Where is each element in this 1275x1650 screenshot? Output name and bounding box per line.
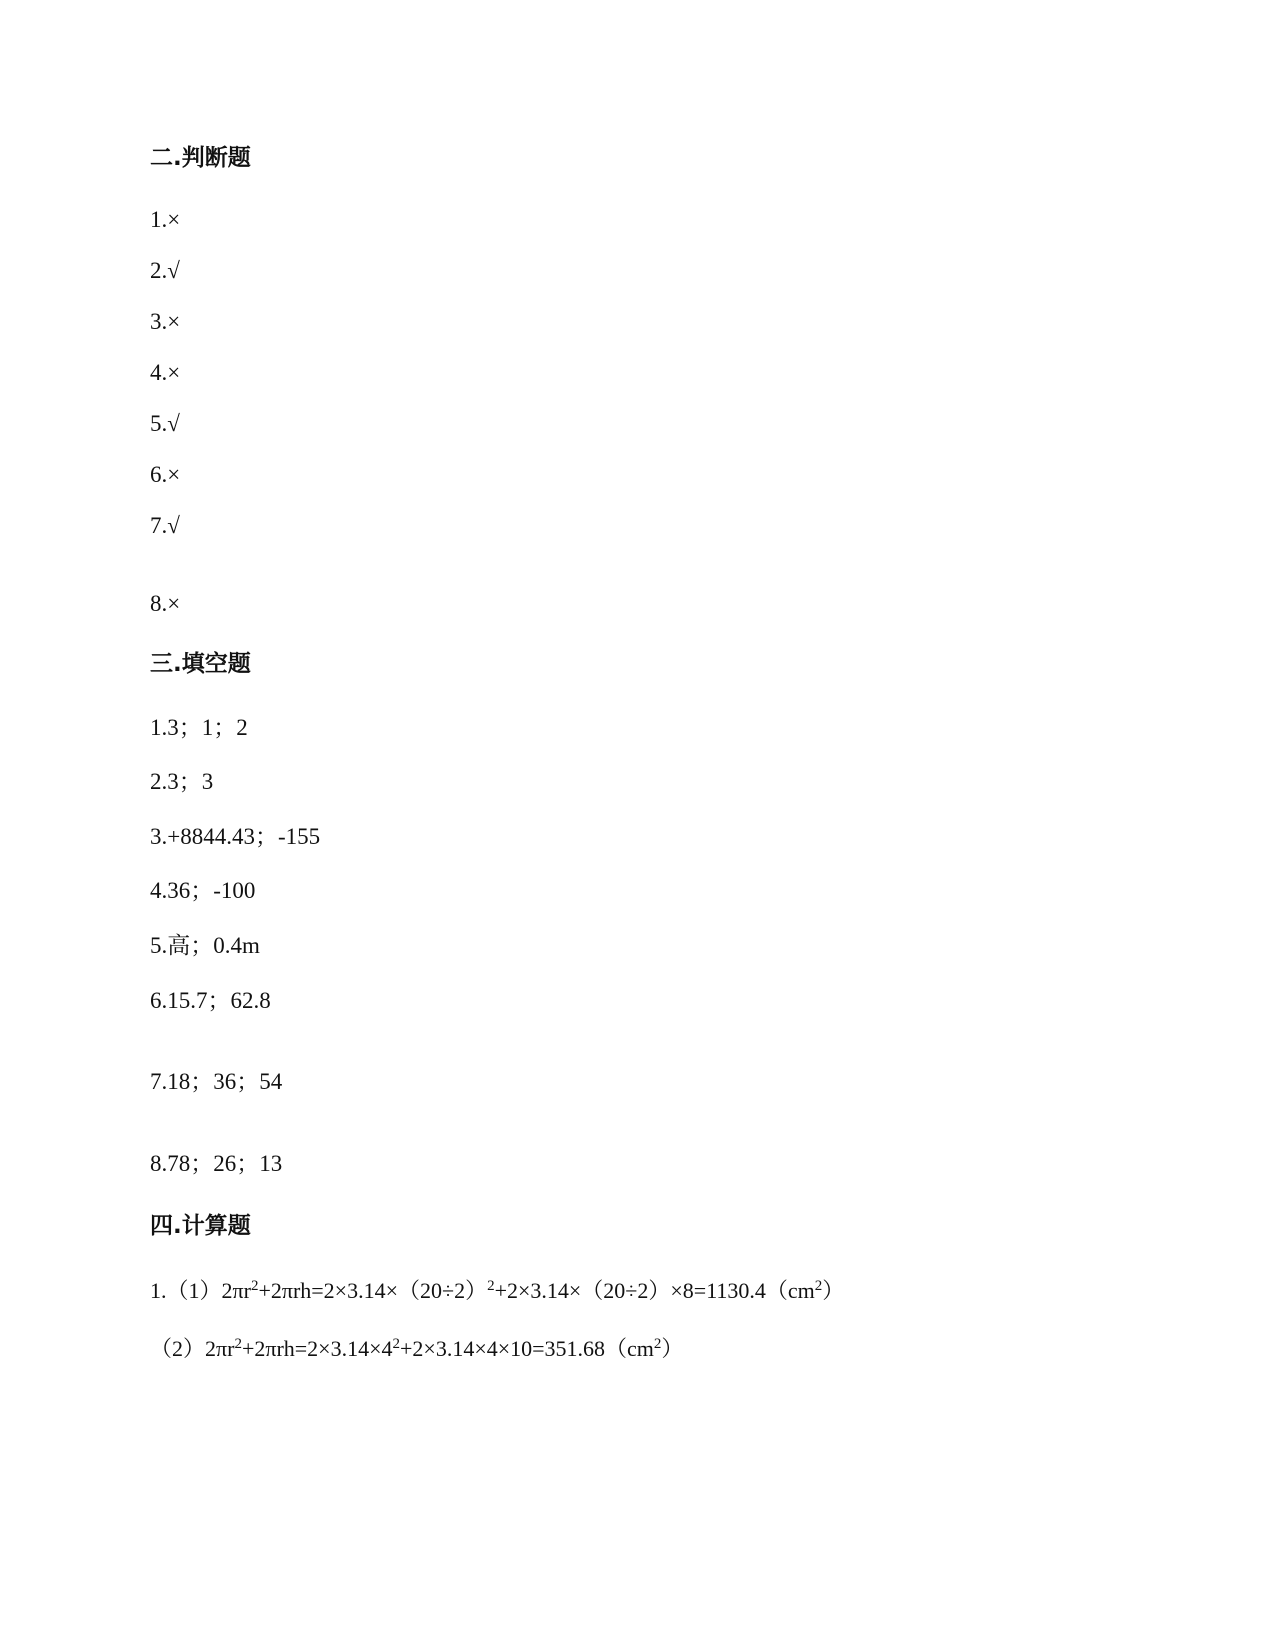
section-heading-judgment: 二.判断题	[150, 145, 251, 171]
judgment-answer-4: 4.×	[150, 360, 181, 385]
judgment-answer-3: 3.×	[150, 309, 181, 334]
judgment-answer-1: 1.×	[150, 207, 181, 232]
calc-answer-1-part-2	[150, 1334, 683, 1364]
superscript: 2	[234, 1336, 242, 1352]
formula-text: （2）2πr	[150, 1336, 235, 1361]
fill-answer-5: 5.高；0.4m	[150, 933, 260, 958]
formula-text: +2×3.14×（20÷2）×8=1130.4（cm	[494, 1278, 815, 1303]
superscript: 2	[392, 1336, 400, 1352]
judgment-answer-6: 6.×	[150, 462, 181, 487]
superscript: 2	[814, 1278, 823, 1294]
judgment-answer-5: 5.√	[150, 411, 180, 436]
judgment-answer-8: 8.×	[150, 591, 181, 616]
formula-text: +2×3.14×4×10=351.68（cm	[400, 1336, 654, 1361]
formula-text: 1.（1）2πr	[150, 1278, 251, 1303]
fill-answer-7: 7.18；36；54	[150, 1069, 283, 1094]
formula-text: +2πrh=2×3.14×4	[241, 1336, 393, 1361]
fill-answer-8: 8.78；26；13	[150, 1151, 283, 1176]
judgment-answer-7: 7.√	[150, 513, 180, 538]
formula-text: +2πrh=2×3.14×（20÷2）	[258, 1278, 488, 1303]
fill-answer-3: 3.+8844.43；-155	[150, 824, 321, 849]
fill-answer-4: 4.36；-100	[150, 878, 256, 903]
section-heading-calculation: 四.计算题	[150, 1213, 251, 1239]
fill-answer-1: 1.3；1；2	[150, 715, 248, 740]
fill-answer-6: 6.15.7；62.8	[150, 988, 271, 1013]
superscript: 2	[487, 1278, 495, 1294]
judgment-answer-2: 2.√	[150, 258, 180, 283]
fill-answer-2: 2.3；3	[150, 769, 214, 794]
formula-text: ）	[661, 1336, 684, 1361]
calc-answer-1-part-1	[150, 1276, 844, 1306]
superscript: 2	[653, 1336, 662, 1352]
superscript: 2	[250, 1278, 259, 1294]
section-heading-fill-blank: 三.填空题	[150, 651, 251, 677]
formula-text: ）	[822, 1278, 845, 1303]
